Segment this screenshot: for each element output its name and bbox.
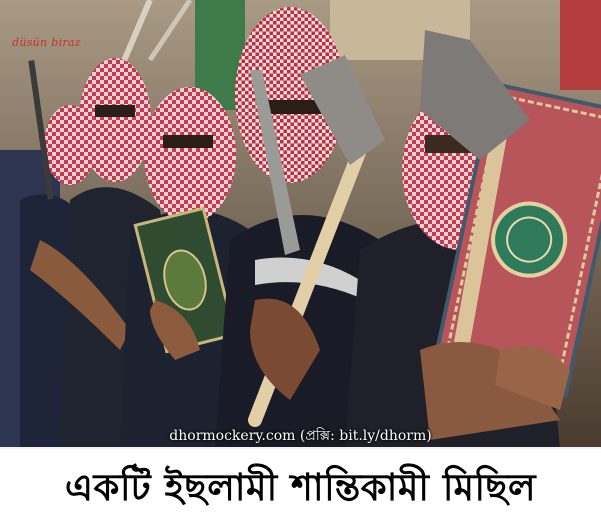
caption-bar — [0, 447, 601, 527]
watermark-text: düsün biraz — [12, 36, 81, 49]
credit-text: dhormockery.com (প্রক্সি: bit.ly/dhorm) — [169, 428, 432, 444]
caption-text: একটি ইছলামী শান্তিকামী মিছিল — [64, 465, 537, 509]
red-banner — [560, 0, 601, 90]
